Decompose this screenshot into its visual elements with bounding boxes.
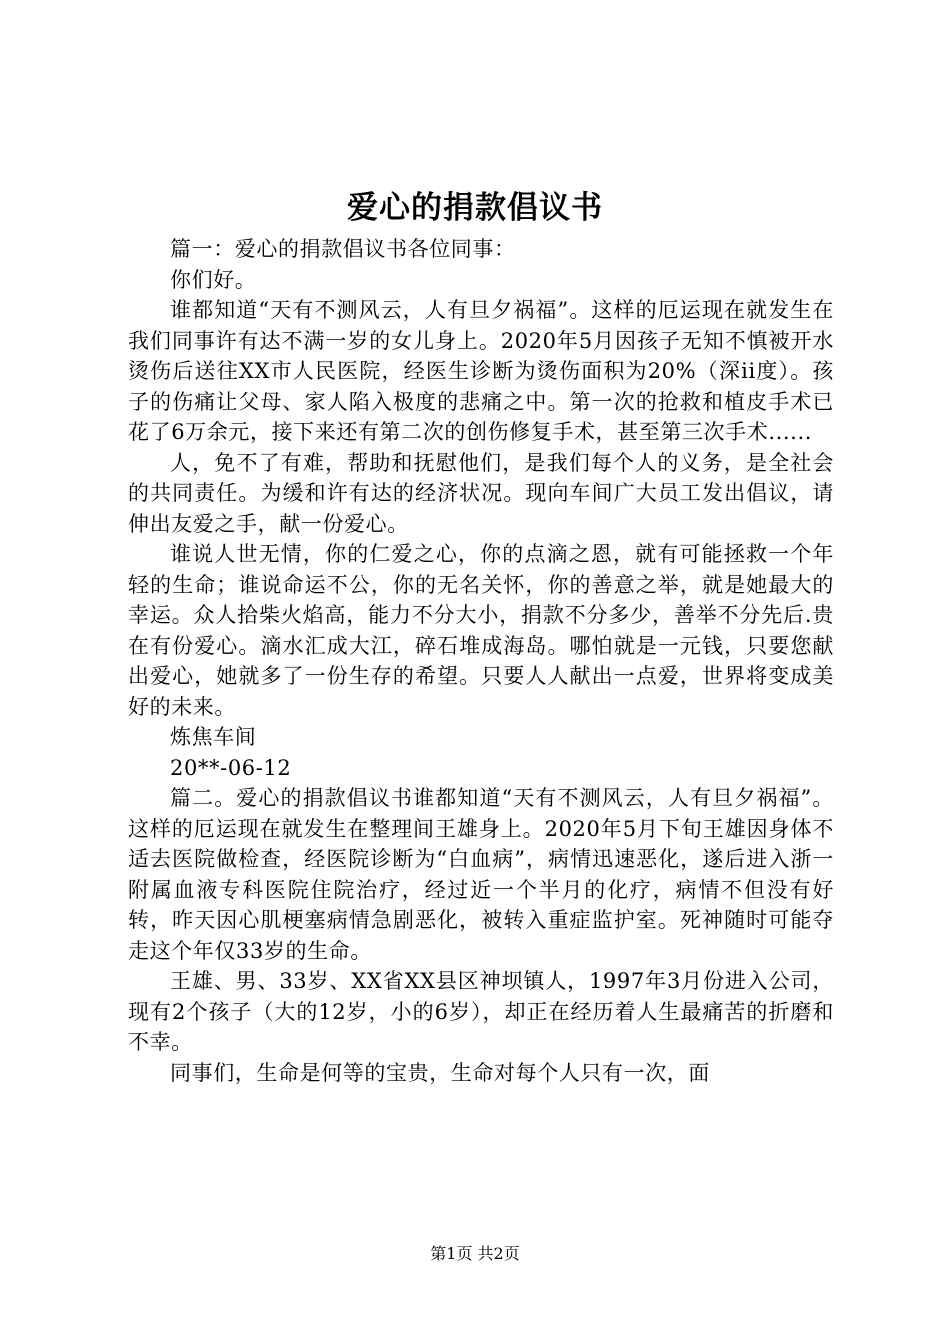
paragraph-part1-heading: 篇一：爱心的捐款倡议书各位同事： (170, 237, 516, 261)
page-footer: 第1页 共2页 (430, 1244, 520, 1263)
document-title: 爱心的捐款倡议书 (347, 190, 603, 226)
paragraph-part1-appeal: 人，免不了有难，帮助和抚慰他们，是我们每个人的义务，是全社会的共同责任。为缓和许有达的经济状况。现向车间广大员工发出倡议，请伸出友爱之手，献一份爱心。 (128, 450, 834, 536)
document-body (128, 234, 834, 1088)
paragraph-part1-story: 谁都知道“天有不测风云，人有旦夕祸福”。这样的厄运现在就发生在我们同事许有达不满一岁的女儿身上。2020年5月因孩子无知不慎被开水烫伤后送往XX市人民医院，经医生诊断为烫伤面积为20%（深ii度）。孩子的伤痛让父母、家人陷入极度的悲痛之中。第一次的抢救和植皮手术已花了6万余元，接下来还有第二次的创伤修复手术，甚至第三次手术...... (128, 298, 834, 444)
signature-date: 20**-06-12 (170, 755, 292, 780)
signature-workshop: 炼焦车间 (170, 725, 257, 749)
paragraph-part2-appeal: 同事们，生命是何等的宝贵，生命对每个人只有一次，面 (170, 1060, 710, 1085)
paragraph-greeting: 你们好。 (170, 267, 257, 292)
paragraph-part1-call: 谁说人世无情，你的仁爱之心，你的点滴之恩，就有可能拯救一个年轻的生命；谁说命运不公，你的无名关怀，你的善意之举，就是她最大的幸运。众人拾柴火焰高，能力不分大小，捐款不分多少，善举不分先后.贵在有份爱心。滴水汇成大江，碎石堆成海岛。哪怕就是一元钱，只要您献出爱心，她就多了一份生存的希望。只要人人献出一点爱，世界将变成美好的未来。 (128, 542, 834, 719)
paragraph-part2-profile: 王雄、男、33岁、XX省XX县区神坝镇人，1997年3月份进入公司，现有2个孩子（大的12岁，小的6岁），却正在经历着人生最痛苦的折磨和不幸。 (128, 969, 834, 1054)
paragraph-part2-heading: 篇二。爱心的捐款倡议书谁都知道“天有不测风云，人有旦夕祸福”。这样的厄运现在就发生在整理间王雄身上。2020年5月下旬王雄因身体不适去医院做检查，经医院诊断为“白血病”，病情迅速恶化，遂后进入浙一附属血液专科医院住院治疗，经过近一个半月的化疗，病情不但没有好转，昨天因心肌梗塞病情急剧恶化，被转入重症监护室。死神随时可能夺走这个年仅33岁的生命。 (128, 786, 834, 963)
